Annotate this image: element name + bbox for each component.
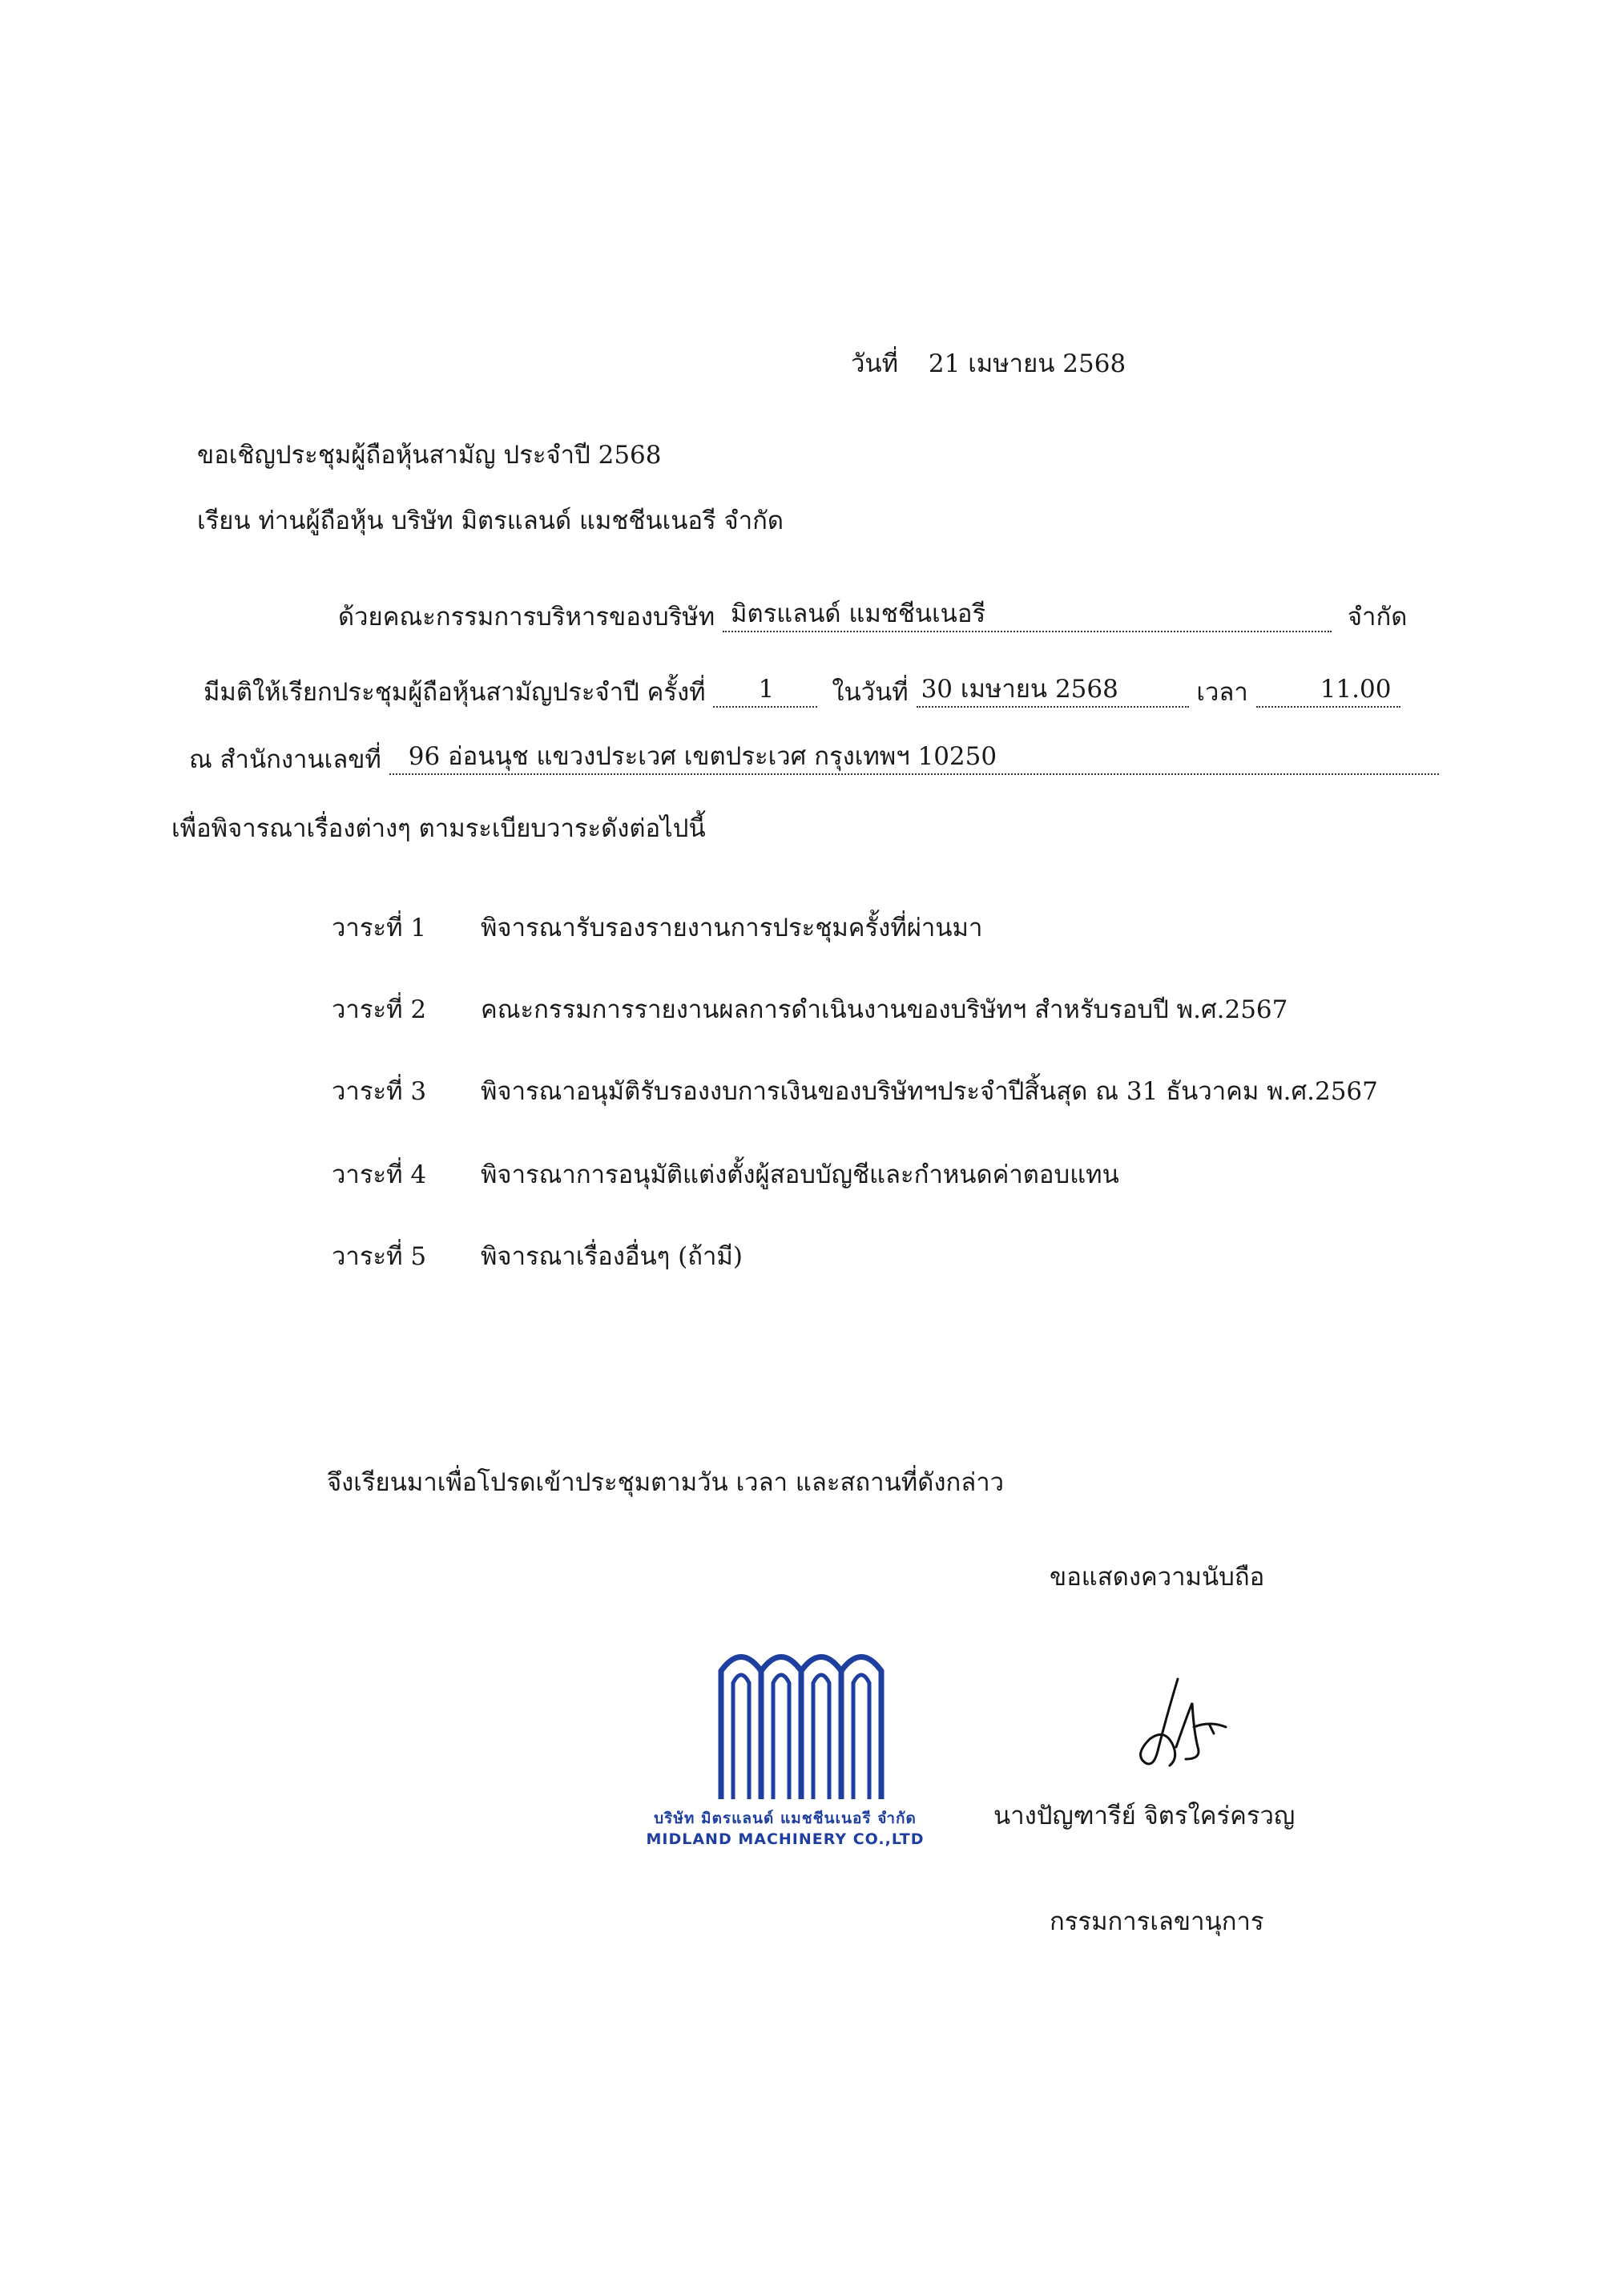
agenda-item <box>332 1236 1533 1271</box>
body-line-3 <box>189 742 1439 775</box>
stamp-english-name: MIDLAND MACHINERY CO.,LTD <box>646 1830 925 1848</box>
agenda-number: วาระที่ 3 <box>332 1077 427 1106</box>
meeting-time-value: 11.00 <box>1320 675 1392 704</box>
body-line-1 <box>338 599 1408 632</box>
address-field <box>389 742 1439 775</box>
body-line-3-prefix: ณ สำนักงานเลขที่ <box>189 745 381 774</box>
meeting-date-value: 30 เมษายน 2568 <box>921 675 1118 704</box>
company-fill-field <box>723 599 1332 632</box>
time-label: เวลา <box>1196 678 1248 707</box>
signer-name: นางปัญฑารีย์ จิตรใคร่ครวญ <box>993 1802 1296 1830</box>
body-line-1-suffix: จำกัด <box>1347 603 1408 632</box>
stamp-thai-name: บริษัท มิตรแลนด์ แมชชีนเนอรี จำกัด <box>654 1810 917 1827</box>
company-fill-value: มิตรแลนด์ แมชชีนเนอรี <box>731 599 986 628</box>
agenda-item <box>332 1071 1533 1106</box>
date-label: วันที่ <box>851 349 899 378</box>
agenda-number: วาระที่ 4 <box>332 1160 427 1189</box>
company-logo-icon <box>641 1635 929 1803</box>
closing-line: จึงเรียนมาเพื่อโปรดเข้าประชุมตามวัน เวลา และสถานที่ดังกล่าว <box>327 1468 1005 1497</box>
agenda-number: วาระที่ 2 <box>332 995 427 1024</box>
agenda-text: คณะกรรมการรายงานผลการดำเนินงานของบริษัทฯ สำหรับรอบปี พ.ศ.2567 <box>481 995 1288 1024</box>
body-line-1-prefix: ด้วยคณะกรรมการบริหารของบริษัท <box>338 603 715 632</box>
handwritten-signature-icon <box>1130 1671 1250 1775</box>
agenda-text: พิจารณาเรื่องอื่นๆ (ถ้ามี) <box>481 1242 743 1271</box>
agenda-number: วาระที่ 5 <box>332 1242 427 1271</box>
agenda-number: วาระที่ 1 <box>332 914 427 942</box>
date-value: 21 เมษายน 2568 <box>928 349 1126 378</box>
address-value: 96 อ่อนนุช แขวงประเวศ เขตประเวศ กรุงเทพฯ 10250 <box>408 742 997 771</box>
signer-title: กรรมการเลขานุการ <box>1050 1907 1264 1936</box>
agenda-item <box>332 989 1533 1024</box>
meeting-date-field <box>917 675 1189 708</box>
signature <box>1130 1671 1250 1775</box>
agenda-item <box>332 1154 1533 1189</box>
agenda-item <box>332 907 1533 942</box>
date-line <box>851 349 1126 379</box>
regards-line: ขอแสดงความนับถือ <box>1050 1563 1265 1592</box>
subject-line: ขอเชิญประชุมผู้ถือหุ้นสามัญ ประจำปี 2568 <box>197 441 662 470</box>
body-line-4: เพื่อพิจารณาเรื่องต่างๆ ตามระเบียบวาระดังต่อไปนี้ <box>171 814 706 843</box>
company-stamp <box>641 1635 929 1859</box>
body-line-2 <box>204 675 1400 708</box>
meeting-no-field <box>713 675 817 708</box>
body-line-2-prefix: มีมติให้เรียกประชุมผู้ถือหุ้นสามัญประจำปี ครั้งที่ <box>204 678 706 707</box>
meeting-time-field <box>1256 675 1400 708</box>
agenda-text: พิจารณารับรองรายงานการประชุมครั้งที่ผ่านมา <box>481 914 983 942</box>
agenda-text: พิจารณาการอนุมัติแต่งตั้งผู้สอบบัญชีและกำหนดค่าตอบแทน <box>481 1160 1119 1189</box>
on-date-label: ในวันที่ <box>832 678 909 707</box>
recipient-line: เรียน ท่านผู้ถือหุ้น บริษัท มิตรแลนด์ แมชชีนเนอรี จำกัด <box>197 506 784 535</box>
agenda-text: พิจารณาอนุมัติรับรองงบการเงินของบริษัทฯประจำปีสิ้นสุด ณ 31 ธันวาคม พ.ศ.2567 <box>481 1077 1378 1106</box>
meeting-no-value: 1 <box>758 675 775 704</box>
